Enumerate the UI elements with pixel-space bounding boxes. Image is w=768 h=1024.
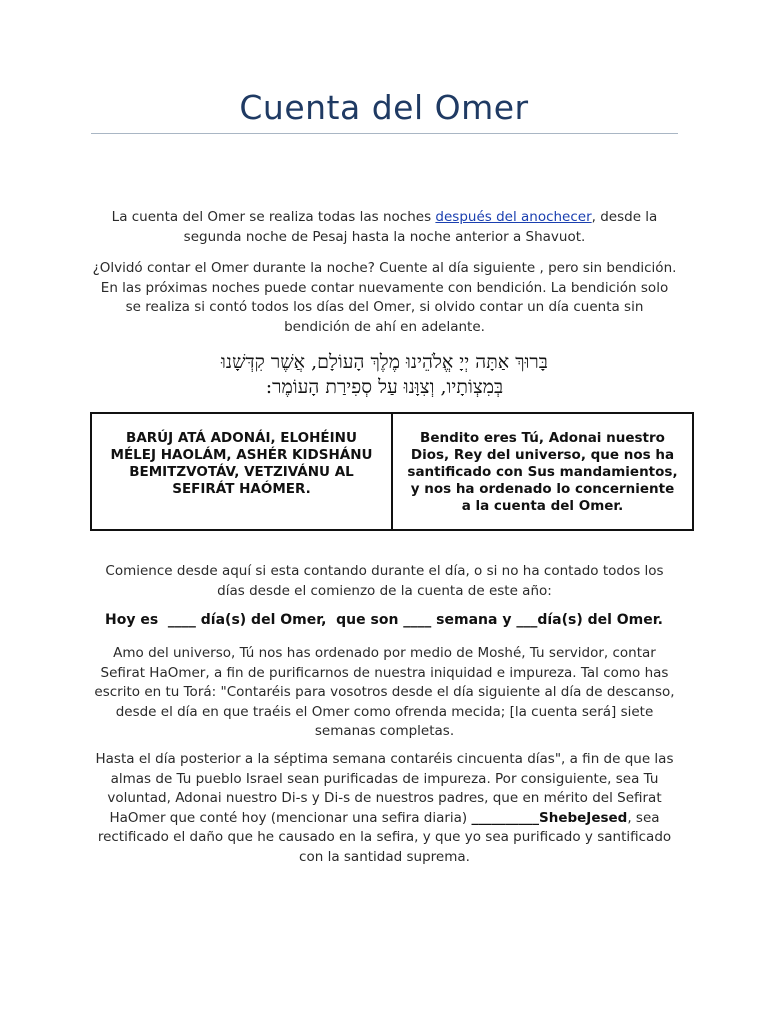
prayer-paragraph-2 bbox=[91, 750, 678, 867]
forgot-paragraph: ¿Olvidó contar el Omer durante la noche? Cuente al día siguiente , pero sin bendición. En las próximas noches puede contar nuevamente con bendición. La bendición solo se realiza si contó todos los días del Omer, si olvido contar un día cuenta sin bendición de ahí en adelante. bbox=[92, 260, 677, 335]
prayer-2-text-end: , sea rectificado el daño que he causado en la sefira, y que yo sea purificado y santificado con la santidad suprema. bbox=[97, 809, 672, 865]
title-divider bbox=[91, 133, 678, 134]
blessing-table bbox=[90, 412, 694, 531]
page-title: Cuenta del Omer bbox=[239, 88, 529, 127]
intro-paragraph bbox=[91, 208, 678, 247]
hebrew-blessing bbox=[91, 350, 678, 400]
prayer-2-text-start: Hasta el día posterior a la séptima semana contaréis cincuenta días", a fin de que las almas de Tu pueblo Israel sean purificadas de impureza. Por consiguiente, sea Tu voluntad, Adonai nuestro Di-s y Di-s de nuestros padres, que en mérito del Sefirat HaOmer que conté hoy (mencionar una sefira diaria) bbox=[95, 751, 674, 826]
translation-cell: Bendito eres Tú, Adonai nuestro Dios, Rey del universo, que nos ha santificado con Sus mandamientos, y nos ha ordenado lo concerniente a la cuenta del Omer. bbox=[407, 430, 678, 514]
intro-text-end: , desde la segunda noche de Pesaj hasta la noche anterior a Shavuot. bbox=[183, 209, 658, 245]
transliteration-cell: BARÚJ ATÁ ADONÁI, ELOHÉINU MÉLEJ HAOLÁM, ASHÉR KIDSHÁNU BEMITZVOTÁV, VETZIVÁNU AL SEFIRÁT HAÓMER. bbox=[92, 414, 393, 529]
after-nightfall-link[interactable]: después del anochecer bbox=[435, 209, 592, 225]
sefira-blank: __________ShebeJesed bbox=[471, 809, 628, 826]
count-line: Hoy es ____ día(s) del Omer, que son ____ semana y ___día(s) del Omer. bbox=[105, 612, 663, 628]
prayer-paragraph-1: Amo del universo, Tú nos has ordenado por medio de Moshé, Tu servidor, contar Sefirat HaOmer, a fin de purificarnos de nuestra iniquidad e impureza. Tal como has escrito en tu Torá: "Contaréis para vosotros desde el día siguiente al día de descanso, desde el día en que traéis el Omer como ofrenda mecida; [la cuenta será] siete semanas completas. bbox=[94, 645, 675, 739]
hebrew-line-2: בְּמִצְוֹתָיו, וְצִוָּנוּ עַל סְפִירַת הָעוֹמֶר: bbox=[265, 376, 504, 398]
start-note: Comience desde aquí si esta contando durante el día, o si no ha contado todos los días desde el comienzo de la cuenta de este año: bbox=[105, 563, 664, 599]
hebrew-line-1: בָּרוּךְ אַתָּה יְיָ אֱלֹהֵינוּ מֶלֶךְ הָעוֹלָם, אֲשֶׁר קִדְּשָׁנוּ bbox=[221, 351, 548, 373]
intro-text-start: La cuenta del Omer se realiza todas las noches bbox=[111, 209, 436, 225]
